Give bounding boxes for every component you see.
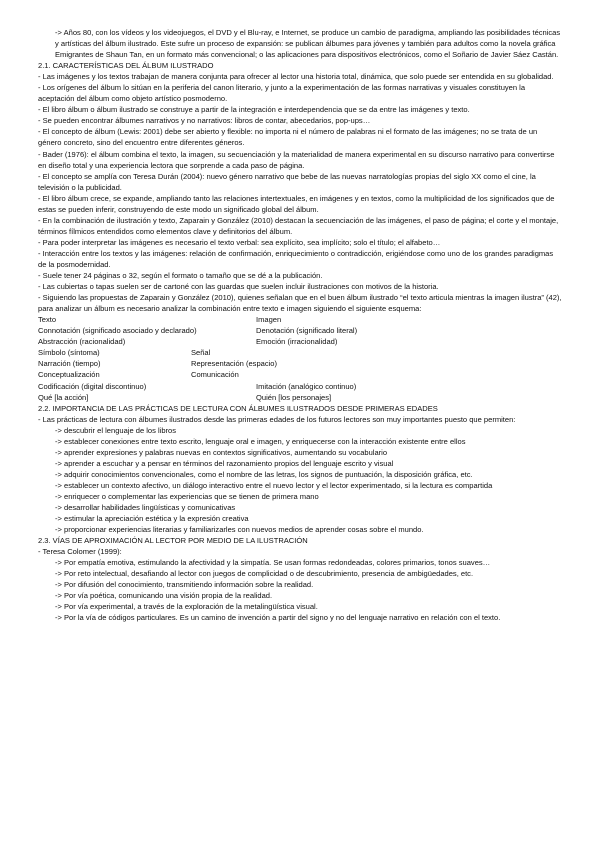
comparison-text-side: Narración (tiempo) [38, 359, 101, 369]
list-item: -> Por reto intelectual, desafiando al lector con juegos de complicidad o de descubrimiento, presencia de ambigüedades, etc. [55, 569, 474, 579]
section-3-heading: 2.3. VÍAS DE APROXIMACIÓN AL LECTOR POR MEDIO DE LA ILUSTRACIÓN [38, 536, 308, 546]
list-item: -> Por vía poética, comunicando una visión propia de la realidad. [55, 591, 273, 601]
list-item: -> Por empatía emotiva, estimulando la afectividad y la simpatía. Se usan formas redondeadas, colores primarios, tonos suaves… [55, 558, 491, 568]
bullet-item: - Las imágenes y los textos trabajan de manera conjunta para ofrecer al lector una historia total, dinámica, que solo puede ser entendida en su globalidad. [38, 72, 554, 82]
comparison-text-side: Codificación (digital discontinuo) [38, 381, 147, 391]
comparison-text-side: Connotación (significado asociado y declarado) [38, 326, 197, 336]
section-1-heading: 2.1. CARACTERÍSTICAS DEL ÁLBUM ILUSTRADO [38, 61, 214, 71]
bullet-item: - El libro álbum o álbum ilustrado se construye a partir de la integración e interdependencia que se da entre las imágenes y texto. [38, 105, 470, 115]
comparison-text-side: Conceptualización [38, 370, 100, 380]
bullet-item: - Los orígenes del álbum lo sitúan en la periferia del canon literario, y junto a la experimentación de las formas narrativas y visuales constituyen la aceptación del álbum como objeto artístico posmoderno. [38, 83, 526, 104]
list-item: -> aprender expresiones y palabras nuevas en contextos significativos, aumentando su vocabulario [55, 447, 388, 457]
bullet-item: - Suele tener 24 páginas o 32, según el formato o tamaño que se dé a la publicación. [38, 271, 323, 281]
bullet-item: - El concepto de álbum (Lewis: 2001) debe ser abierto y flexible: no importa ni el número de palabras ni el formato de las imágenes; no se trata de un género concreto, sino del encuentro entre diferentes géneros. [38, 127, 538, 148]
comparison-text-side: Símbolo (síntoma) [38, 348, 100, 358]
intro-item: -> Años 80, con los vídeos y los videojuegos, el DVD y el Blu-ray, e Internet, se produce un cambio de paradigma, ampliando las posibilidades técnicas y artísticas del álbum ilustrado. Este sufre un proceso de expansión: se publican álbumes para jóvenes y también para adultos como la novela gráfica Emigrantes de Shaun Tan, en un formato más convencional; o las aplicaciones para dispositivos electrónicos, como el Soñario de Javier Sáez Castán. [55, 28, 561, 60]
list-item: -> enriquecer o complementar las experiencias que se tienen de primera mano [55, 491, 319, 501]
comparison-image-side: Imagen [256, 315, 282, 325]
comparison-row [38, 314, 562, 325]
bullet-item: - Siguiendo las propuestas de Zaparain y González (2010), quienes señalan que en el buen álbum ilustrado “el texto articula mientras la imagen ilustra” (42), para analizar un álbum es necesario analizar la combinación entre texto e imagen siguiendo el siguiente esquema: [38, 293, 562, 314]
list-item: -> establecer un contexto afectivo, un diálogo interactivo entre el nuevo lector y el lector experimentado, si la lectura es compartida [55, 480, 493, 490]
comparison-image-side: Denotación (significado literal) [256, 326, 358, 336]
list-item: -> descubrir el lenguaje de los libros [55, 425, 177, 435]
bullet-item: - Interacción entre los textos y las imágenes: relación de confirmación, enriquecimiento o contradicción, erigiéndose como uno de los grandes paradigmas de la posmodernidad. [38, 248, 554, 269]
comparison-image-side: Señal [191, 348, 211, 358]
comparison-image-side: Representación (espacio) [191, 359, 277, 369]
comparison-image-side: Quién [los personajes] [256, 392, 332, 402]
list-item: -> Por difusión del conocimiento, transmitiendo información sobre la realidad. [55, 580, 314, 590]
section-2-heading: 2.2. IMPORTANCIA DE LAS PRÁCTICAS DE LECTURA CON ÁLBUMES ILUSTRADOS DESDE PRIMERAS EDADES [38, 403, 438, 413]
list-item: -> Por vía experimental, a través de la exploración de la metalingüística visual. [55, 602, 318, 612]
list-item: -> adquirir conocimientos convencionales, como el nombre de las letras, los signos de puntuación, la disposición gráfica, etc. [55, 469, 473, 479]
section-2-intro: - Las prácticas de lectura con álbumes ilustrados desde las primeras edades de los futuros lectores son muy importantes puesto que permiten: [38, 414, 516, 424]
comparison-image-side: Imitación (analógico continuo) [256, 381, 357, 391]
comparison-row [38, 325, 562, 336]
comparison-text-side: Abstracción (racionalidad) [38, 337, 126, 347]
comparison-image-side: Comunicación [191, 370, 239, 380]
comparison-row [38, 392, 562, 403]
bullet-item: - Para poder interpretar las imágenes es necesario el texto verbal: sea explícito, sea implícito; solo el título; el alfabeto… [38, 237, 441, 247]
text-image-comparison [38, 314, 562, 402]
comparison-row [38, 336, 562, 347]
bullet-item: - Las cubiertas o tapas suelen ser de cartoné con las guardas que suelen incluir ilustraciones con motivos de la historia. [38, 282, 439, 292]
comparison-text-side: Texto [38, 315, 57, 325]
section-3-items [38, 557, 562, 623]
section-3-intro: - Teresa Colomer (1999): [38, 547, 122, 557]
list-item: -> Por la vía de códigos particulares. Es un camino de invención a partir del signo y no del lenguaje narrativo en relación con el texto. [55, 613, 501, 623]
document-page [38, 27, 562, 624]
list-item: -> estimular la apreciación estética y la expresión creativa [55, 514, 249, 524]
comparison-image-side: Emoción (irracionalidad) [256, 337, 338, 347]
list-item: -> aprender a escuchar y a pensar en términos del razonamiento propios del lenguaje escrito y visual [55, 458, 394, 468]
comparison-row [38, 369, 562, 380]
list-item: -> proporcionar experiencias literarias y familiarizarles con nuevos medios de aprender cosas sobre el mundo. [55, 525, 424, 535]
bullet-item: - El libro álbum crece, se expande, ampliando tanto las relaciones intertextuales, en imágenes y en textos, como la multiplicidad de los significados que de estas se pueden inferir, construyendo de este modo un significado global del álbum. [38, 193, 555, 214]
comparison-row [38, 381, 562, 392]
list-item: -> establecer conexiones entre texto escrito, lenguaje oral e imagen, y enriquecerse con la interacción existente entre ellos [55, 436, 466, 446]
comparison-text-side: Qué [la acción] [38, 392, 89, 402]
bullet-item: - Bader (1976): el álbum combina el texto, la imagen, su secuenciación y la materialidad de manera experimental en su discurso narrativo para convertirse en diseño total y una experiencia lectora que sorprende a cada paso de página. [38, 149, 555, 170]
bullet-item: - Se pueden encontrar álbumes narrativos y no narrativos: libros de contar, abecedarios, pop-ups… [38, 116, 371, 126]
bullet-item: - El concepto se amplía con Teresa Durán (2004): nuevo género narrativo que bebe de las nuevas narratologías propias del siglo XX como el cine, la televisión o la publicidad. [38, 171, 536, 192]
list-item: -> desarrollar habilidades lingüísticas y comunicativas [55, 503, 236, 513]
bullet-item: - En la combinación de ilustración y texto, Zaparain y González (2010) destacan la secuenciación de las imágenes, el paso de página; el corte y el montaje, términos fílmicos entendidos como elementos clave y definitorios del álbum. [38, 215, 559, 236]
section-2-items [38, 425, 562, 535]
comparison-row [38, 358, 562, 369]
comparison-row [38, 347, 562, 358]
section-1-bullets [38, 71, 562, 314]
